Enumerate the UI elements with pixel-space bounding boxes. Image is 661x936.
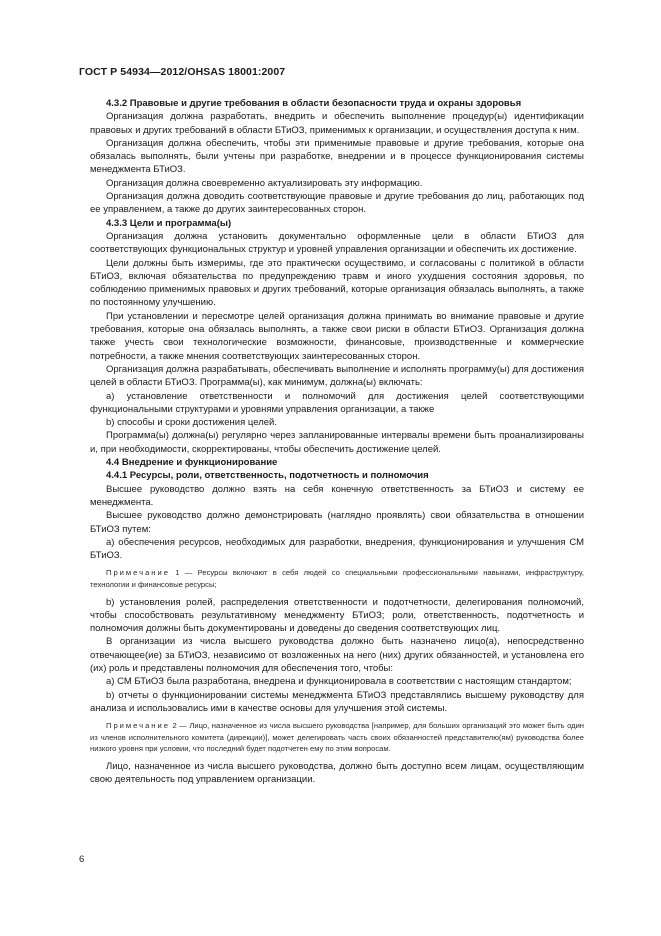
body-paragraph: a) обеспечения ресурсов, необходимых для разработки, внедрения, функционирования и улучшения СМ БТиОЗ.	[90, 536, 584, 562]
body-paragraph: b) способы и сроки достижения целей.	[106, 417, 277, 429]
note-paragraph	[90, 720, 584, 755]
body-paragraph: a) установление ответственности и полномочий для достижения целей соответствующими функциональными структурами и уровнями управления организации, а также	[90, 390, 584, 415]
body-paragraph: Высшее руководство должно демонстрировать (наглядно проявлять) свои обязательства в отношении БТиОЗ путем:	[90, 510, 584, 535]
body-paragraph: b) отчеты о функционировании системы менеджмента БТиОЗ представлялись высшему руководству для анализа и использовались ими в качестве основы для улучшения этой системы.	[90, 689, 584, 714]
body-paragraph: Цели должны быть измеримы, где это практически осуществимо, и согласованы с политикой в области БТиОЗ, включая обязательства по предупреждению травм и иного ухудшения состояния здоровья, по соблюдению применимых правовых и других требований, которые организация обязалась выполнять, а также по постоянному улучшению.	[90, 257, 584, 309]
document-body	[90, 97, 584, 787]
body-paragraph: Организация должна доводить соответствующие правовые и другие требования до лиц, работающих под ее управлением, а также до других заинтересованных сторон.	[90, 191, 584, 216]
body-paragraph: a) СМ БТиОЗ была разработана, внедрена и функционировала в соответствии с настоящим стандартом;	[106, 676, 572, 688]
body-paragraph: Организация должна разрабатывать, обеспечивать выполнение и исполнять программу(ы) для достижения целей в области БТиОЗ. Программа(ы), как минимум, должна(ы) включать:	[90, 363, 584, 389]
body-paragraph: Лицо, назначенное из числа высшего руководства, должно быть доступно всем лицам, осуществляющим свою деятельность под управлением организации.	[90, 761, 584, 786]
page-number: 6	[79, 854, 85, 865]
body-paragraph: Организация должна своевременно актуализировать эту информацию.	[106, 177, 423, 189]
body-paragraph: Программа(ы) должна(ы) регулярно через запланированные интервалы времени быть проанализированы и, при необходимости, скорректированы, чтобы обеспечить достижение целей.	[90, 430, 584, 455]
section-heading: 4.3.3 Цели и программа(ы)	[106, 217, 232, 229]
body-paragraph: В организации из числа высшего руководства должно быть назначено лицо(а), непосредственно отвечающее(ие) за БТиОЗ, независимо от возложенных на него (них) других обязанностей, и установлена его (их) роль и представлены полномочия для обеспечения того, чтобы:	[90, 636, 584, 675]
note-label: Примечание	[106, 721, 170, 731]
body-paragraph: При установлении и пересмотре целей организация должна принимать во внимание правовые и другие требования, которые она обязалась выполнять, а также свои риски в области БТиОЗ. Организация должна также учесть свои технологические возможности, финансовые, производственные и коммерческие потребности, а также мнения соответствующих заинтересованных сторон.	[90, 310, 584, 362]
body-paragraph: Организация должна обеспечить, чтобы эти применимые правовые и другие требования, которые она обязалась выполнять, были учтены при разработке, внедрении и в процессе функционирования системы менеджмента БТиОЗ.	[90, 137, 584, 176]
note-paragraph	[90, 567, 584, 590]
body-paragraph: Высшее руководство должно взять на себя конечную ответственность за БТиОЗ и систему ее менеджмента.	[90, 483, 584, 508]
body-paragraph: Организация должна разработать, внедрить и обеспечить выполнение процедур(ы) идентификации правовых и других требований в области БТиОЗ, применимых к организации, и осуществления доступа к ним.	[90, 111, 584, 136]
note-text: 1 — Ресурсы включают в себя людей со специальными профессиональными навыками, инфраструктуру, технологии и финансовые ресурсы;	[90, 568, 584, 589]
note-text: 2 — Лицо, назначенное из числа высшего руководства [например, для больших организаций это может быть один из членов исполнительного комитета (дирекции)], может делегировать часть своих обязанностей представителю(ям) руководства более низкого уровня при условии, что последний будет подотчетен ему по этим вопросам.	[90, 721, 584, 754]
note-label: Примечание	[106, 568, 170, 578]
body-paragraph: Организация должна установить документально оформленные цели в области БТиОЗ для соответствующих функциональных структур и уровней управления организации и обеспечить их достижение.	[90, 230, 584, 256]
body-paragraph: b) установления ролей, распределения ответственности и подотчетности, делегирования полномочий, чтобы способствовать результативному менеджменту БТиОЗ; роли, ответственность, подотчетность и полномочия должны быть документированы и доведены до сведения соответствующих лиц.	[90, 596, 584, 635]
document-header: ГОСТ Р 54934—2012/OHSAS 18001:2007	[79, 66, 286, 78]
section-heading: 4.4 Внедрение и функционирование	[106, 457, 278, 469]
section-heading: 4.4.1 Ресурсы, роли, ответственность, подотчетность и полномочия	[106, 470, 429, 482]
section-heading: 4.3.2 Правовые и другие требования в области безопасности труда и охраны здоровья	[106, 98, 522, 109]
